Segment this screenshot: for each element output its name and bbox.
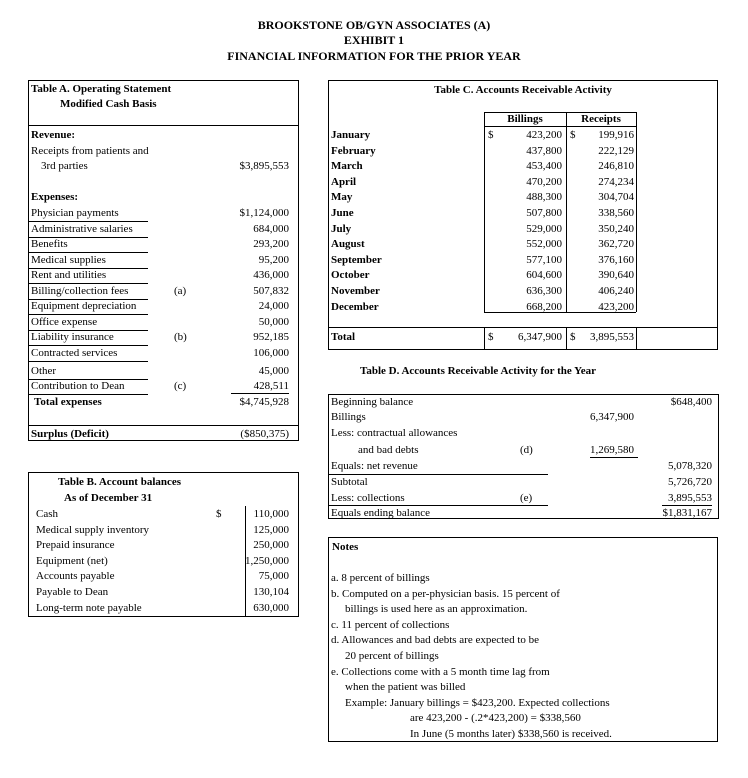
header-line-2: EXHIBIT 1 <box>343 33 405 47</box>
month-label: August <box>331 238 365 251</box>
balance-value: 125,000 <box>253 523 289 536</box>
balance-value: 630,000 <box>253 601 289 614</box>
total-expenses-rule <box>231 393 289 394</box>
note-line: In June (5 months later) $338,560 is received. <box>410 728 612 740</box>
receipts-value: 362,720 <box>598 238 634 251</box>
expense-value: 106,000 <box>253 347 289 359</box>
allowances-label-2: and bad debts <box>358 444 419 456</box>
expense-label: Physician payments <box>31 207 119 219</box>
billings-value: 437,800 <box>526 144 562 157</box>
balance-label: Medical supply inventory <box>36 523 150 536</box>
billings-header: Billings <box>507 113 543 125</box>
collections-note: (e) <box>520 492 533 504</box>
balance-value: 110,000 <box>253 508 289 520</box>
month-label: May <box>331 191 353 204</box>
notes-title: Notes <box>332 541 359 553</box>
expense-value: 95,200 <box>258 254 289 266</box>
total-receipts-dollar: $ <box>570 331 576 343</box>
billings-value: 507,800 <box>526 207 562 219</box>
note-line: e. Collections come with a 5 month time lag from <box>331 665 550 678</box>
receipts-value: 274,234 <box>598 175 634 188</box>
receipts-value: $3,895,553 <box>239 160 289 172</box>
beginning-balance-label: Beginning balance <box>331 396 414 408</box>
expense-label: Contracted services <box>31 347 118 359</box>
note-line: when the patient was billed <box>345 681 466 694</box>
receipts-label-2: 3rd parties <box>41 160 88 172</box>
billings-value: 668,200 <box>526 300 562 313</box>
expense-label: Office expense <box>31 316 98 328</box>
billings-value: 6,347,900 <box>590 411 634 423</box>
receipts-header: Receipts <box>581 113 621 125</box>
balance-label: Accounts payable <box>36 570 115 583</box>
table-a-title: Table A. Operating Statement <box>31 83 172 95</box>
expense-rule <box>28 345 148 346</box>
net-revenue-label: Equals: net revenue <box>331 460 418 472</box>
expense-label: Medical supplies <box>31 254 106 266</box>
billings-value: 636,300 <box>526 285 562 297</box>
expense-value: 428,511 <box>253 380 289 392</box>
expense-label: Administrative salaries <box>31 223 133 235</box>
balance-label: Long-term note payable <box>36 601 142 614</box>
balance-label: Cash <box>36 508 58 520</box>
collections-value: 3,895,553 <box>668 492 712 504</box>
expense-value: 436,000 <box>253 269 289 281</box>
surplus-value: ($850,375) <box>240 428 289 440</box>
expense-rule <box>28 283 148 284</box>
month-label: September <box>331 253 382 266</box>
note-line: are 423,200 - (.2*423,200) = $338,560 <box>410 712 581 725</box>
receipts-value: 376,160 <box>598 253 634 266</box>
expense-value: 24,000 <box>258 300 289 312</box>
beginning-balance-value: $648,400 <box>670 396 712 408</box>
table-a-subtitle: Modified Cash Basis <box>60 98 157 110</box>
receipts-value: 350,240 <box>598 222 634 235</box>
month-label: December <box>331 300 379 313</box>
expense-label: Other <box>31 365 57 377</box>
expense-label: Benefits <box>31 238 68 250</box>
subtotal-value: 5,726,720 <box>668 476 712 488</box>
balance-value: 1,250,000 <box>245 554 289 567</box>
table-b-dollar: $ <box>216 508 222 520</box>
billings-value: 604,600 <box>526 269 562 282</box>
total-billings-dollar: $ <box>488 331 494 343</box>
receipts-value: 199,916 <box>598 129 634 141</box>
total-expenses-label: Total expenses <box>34 396 102 408</box>
note-line: a. 8 percent of billings <box>331 572 430 584</box>
expense-value: 684,000 <box>253 223 289 235</box>
receipts-value: 406,240 <box>598 285 634 297</box>
billings-value: 488,300 <box>526 191 562 204</box>
expense-rule <box>28 221 148 222</box>
note-line: billings is used here as an approximation. <box>345 603 528 616</box>
receipts-value: 222,129 <box>598 144 634 157</box>
billings-value: 529,000 <box>526 222 562 235</box>
month-label: February <box>331 144 376 157</box>
expense-rule <box>28 314 148 315</box>
surplus-divider <box>28 425 299 426</box>
expenses-label: Expenses: <box>31 191 79 203</box>
receipts-label-1: Receipts from patients and <box>31 145 149 157</box>
subtotal-label: Subtotal <box>331 476 368 488</box>
billings-value: 423,200 <box>526 129 562 141</box>
collections-label: Less: collections <box>331 492 405 504</box>
expense-value: 45,000 <box>258 365 289 377</box>
expense-rule <box>28 252 148 253</box>
expense-note: (b) <box>174 331 187 343</box>
expense-note: (c) <box>174 380 187 392</box>
billings-label: Billings <box>331 411 366 423</box>
total-receipts-value: 3,895,553 <box>590 331 634 343</box>
balance-value: 250,000 <box>253 539 289 552</box>
net-revenue-value: 5,078,320 <box>668 460 712 472</box>
note-line: c. 11 percent of collections <box>331 618 450 631</box>
note-line: b. Computed on a per-physician basis. 15 percent of <box>331 587 560 600</box>
billings-value: 453,400 <box>526 160 562 173</box>
billings-value: 470,200 <box>526 175 562 188</box>
billings-value: 577,100 <box>526 253 562 266</box>
month-label: April <box>331 175 357 188</box>
receipts-value: 304,704 <box>598 191 634 204</box>
allowances-label-1: Less: contractual allowances <box>331 427 458 439</box>
table-c-total-label: Total <box>331 331 356 343</box>
note-line: Example: January billings = $423,200. Expected collections <box>345 696 610 709</box>
receipts-value: 390,640 <box>598 269 634 282</box>
balance-label: Equipment (net) <box>36 554 108 567</box>
table-b-subtitle: As of December 31 <box>64 492 153 504</box>
allowances-value: 1,269,580 <box>590 444 634 456</box>
billings-dollar: $ <box>488 129 494 141</box>
receipts-value: 246,810 <box>598 160 634 173</box>
balance-values-rule <box>245 506 291 616</box>
header-line-1: BROOKSTONE OB/GYN ASSOCIATES (A) <box>257 18 491 32</box>
expense-label: Equipment depreciation <box>31 300 137 312</box>
balance-label: Payable to Dean <box>36 586 109 598</box>
table-c-title: Table C. Accounts Receivable Activity <box>434 84 612 96</box>
expense-left-rule <box>28 205 29 395</box>
expense-value: $1,124,000 <box>239 207 289 219</box>
month-label: November <box>331 285 380 297</box>
expense-label: Contribution to Dean <box>31 380 125 392</box>
billings-value: 552,000 <box>526 238 562 251</box>
expense-label: Liability insurance <box>31 331 114 343</box>
expense-note: (a) <box>174 285 187 297</box>
total-expenses-value: $4,745,928 <box>239 396 289 408</box>
receipts-dollar: $ <box>570 129 576 141</box>
expense-value: 293,200 <box>253 238 289 250</box>
surplus-label: Surplus (Deficit) <box>31 428 109 440</box>
balance-label: Prepaid insurance <box>36 539 115 552</box>
expense-rule <box>28 394 148 395</box>
month-label: October <box>331 269 370 282</box>
expense-label: Billing/collection fees <box>31 285 129 297</box>
expense-value: 50,000 <box>258 316 289 328</box>
table-d-title: Table D. Accounts Receivable Activity for the Year <box>360 365 597 377</box>
header-line-3: FINANCIAL INFORMATION FOR THE PRIOR YEAR <box>227 49 521 63</box>
total-billings-value: 6,347,900 <box>518 331 562 343</box>
expense-label: Rent and utilities <box>31 269 107 281</box>
month-label: January <box>331 129 371 141</box>
ending-balance-value: $1,831,167 <box>662 507 712 519</box>
balance-value: 75,000 <box>258 570 289 583</box>
table-b-title: Table B. Account balances <box>58 476 182 488</box>
table-a-header-divider <box>28 125 299 126</box>
note-line: d. Allowances and bad debts are expected to be <box>331 634 540 647</box>
expense-value: 507,832 <box>253 285 289 297</box>
expense-rule <box>28 361 148 362</box>
receipts-value: 423,200 <box>598 300 634 313</box>
ending-balance-label: Equals ending balance <box>331 507 430 519</box>
allowances-note: (d) <box>520 444 533 456</box>
revenue-label: Revenue: <box>31 129 75 141</box>
month-label: July <box>331 222 352 235</box>
balance-value: 130,104 <box>253 586 289 598</box>
note-line: 20 percent of billings <box>345 650 439 662</box>
month-label: March <box>331 160 363 173</box>
month-label: June <box>331 207 354 219</box>
receipts-value: 338,560 <box>598 207 634 219</box>
expense-value: 952,185 <box>253 331 289 343</box>
